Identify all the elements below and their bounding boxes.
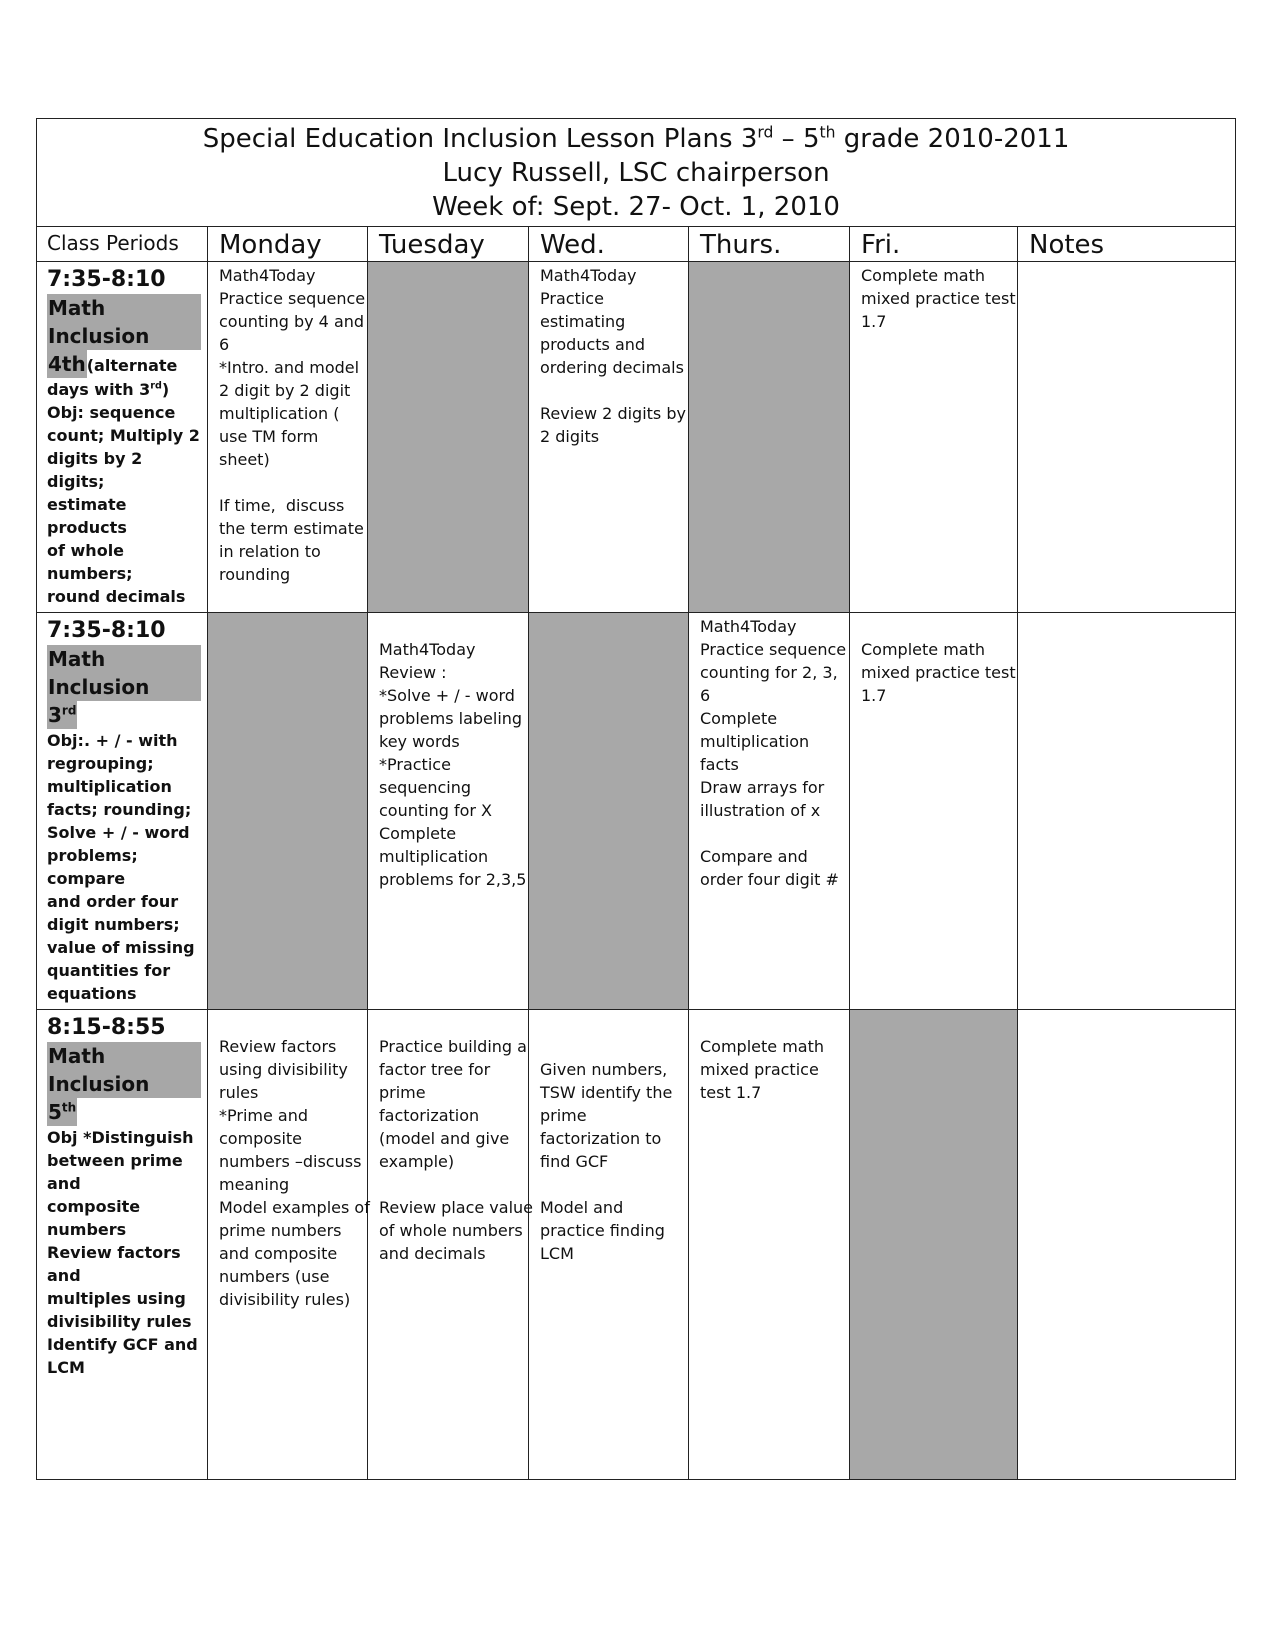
- lesson-line: [540, 379, 684, 402]
- lesson-line: multiplication: [700, 732, 810, 752]
- lesson-line: in relation to: [219, 542, 321, 562]
- notes-cell: [1018, 262, 1236, 613]
- period-objective: days with 3rd): [47, 380, 170, 400]
- column-header-friday: Fri.: [850, 227, 1018, 262]
- plan-title: Special Education Inclusion Lesson Plans 3rd – 5th grade 2010-2011: [202, 123, 1070, 154]
- plan-subtitle: Lucy Russell, LSC chairperson: [442, 158, 830, 188]
- table-row: [37, 613, 1236, 1010]
- lesson-line: mixed practice test: [861, 663, 1016, 683]
- lesson-line: 2 digits: [540, 427, 600, 447]
- lesson-line: 1.7: [861, 686, 887, 706]
- lesson-line: rules: [219, 1083, 259, 1103]
- lesson-line: *Intro. and model: [219, 358, 360, 378]
- lesson-line: find GCF: [540, 1152, 609, 1172]
- plan-week: Week of: Sept. 27- Oct. 1, 2010: [432, 192, 840, 222]
- period-objective-line: Review factors and: [47, 1243, 181, 1286]
- lesson-line: problems for 2,3,5: [379, 870, 527, 890]
- shaded-cell-monday: [208, 613, 368, 1010]
- shaded-cell-wednesday: [529, 613, 689, 1010]
- lesson-line: counting by 4 and: [219, 312, 365, 332]
- lesson-line: use TM form: [219, 427, 319, 447]
- lesson-line: Complete math: [861, 266, 985, 286]
- lesson-cell-wednesday: [529, 262, 689, 613]
- lesson-line: 1.7: [861, 312, 887, 332]
- lesson-line: prime: [540, 1106, 587, 1126]
- period-objective-line: multiplication: [47, 777, 172, 797]
- lesson-cell-friday: [850, 262, 1018, 613]
- column-header-wednesday: Wed.: [529, 227, 689, 262]
- lesson-cell-monday: [208, 262, 368, 613]
- lesson-line: problems labeling: [379, 709, 523, 729]
- shaded-cell-friday: [850, 1010, 1018, 1480]
- lesson-line: and composite: [219, 1244, 338, 1264]
- period-objective-line: count; Multiply 2: [47, 426, 200, 446]
- lesson-line: Review 2 digits by: [540, 404, 686, 424]
- period-time: 8:15-8:55: [47, 1015, 166, 1041]
- lesson-line: Math4Today: [700, 617, 797, 637]
- period-grade: 5th: [48, 1100, 77, 1125]
- shaded-cell-tuesday: [368, 262, 529, 613]
- lesson-line: Given numbers,: [540, 1060, 668, 1080]
- lesson-line: If time, discuss: [219, 496, 345, 516]
- period-objective-line: estimate products: [47, 495, 127, 538]
- period-note: (alternate: [86, 356, 178, 376]
- lesson-line: sequencing: [379, 778, 471, 798]
- lesson-line: Model examples of: [219, 1198, 370, 1218]
- period-objective-line: Obj *Distinguish: [47, 1128, 194, 1148]
- period-name: Math Inclusion: [47, 645, 201, 701]
- lesson-plan-table: [36, 118, 1236, 1480]
- lesson-cell-thursday: [689, 613, 850, 1010]
- lesson-cell-monday: [208, 1010, 368, 1480]
- period-objective-line: problems; compare: [47, 846, 138, 889]
- period-objective-line: Obj: sequence: [47, 403, 176, 423]
- period-objective-line: digit numbers;: [47, 915, 180, 935]
- lesson-line: 6: [700, 686, 711, 706]
- lesson-line: Complete math: [861, 640, 985, 660]
- lesson-line: [540, 1173, 684, 1196]
- lesson-line: [700, 822, 845, 845]
- lesson-line: 2 digit by 2 digit: [219, 381, 351, 401]
- lesson-line: factor tree for: [379, 1060, 491, 1080]
- period-objective-line: multiples using: [47, 1289, 186, 1309]
- lesson-line: prime: [379, 1083, 426, 1103]
- table-row: [37, 1010, 1236, 1480]
- notes-cell: [1018, 613, 1236, 1010]
- period-objective-line: regrouping;: [47, 754, 154, 774]
- period-objective-line: and order four: [47, 892, 179, 912]
- lesson-line: Practice building a: [379, 1037, 527, 1057]
- lesson-line: multiplication (: [219, 404, 340, 424]
- lesson-line: test 1.7: [700, 1083, 762, 1103]
- column-header-notes: Notes: [1018, 227, 1236, 262]
- lesson-line: factorization to: [540, 1129, 662, 1149]
- lesson-line: using divisibility: [219, 1060, 348, 1080]
- column-header-thursday: Thurs.: [689, 227, 850, 262]
- lesson-line: Practice: [540, 289, 604, 309]
- lesson-cell-friday: [850, 613, 1018, 1010]
- lesson-line: mixed practice: [700, 1060, 819, 1080]
- period-objective-line: of whole numbers;: [47, 541, 133, 584]
- lesson-line: *Practice: [379, 755, 451, 775]
- column-header-tuesday: Tuesday: [368, 227, 529, 262]
- period-objective-line: equations: [47, 984, 137, 1004]
- period-objective-line: round decimals: [47, 587, 186, 607]
- lesson-cell-wednesday: [529, 1010, 689, 1480]
- period-objective-line: facts; rounding;: [47, 800, 192, 820]
- lesson-line: Math4Today: [379, 640, 476, 660]
- notes-cell: [1018, 1010, 1236, 1480]
- period-time: 7:35-8:10: [47, 267, 166, 293]
- lesson-line: numbers –discuss: [219, 1152, 362, 1172]
- lesson-line: [219, 471, 363, 494]
- lesson-line: practice finding: [540, 1221, 665, 1241]
- column-header-monday: Monday: [208, 227, 368, 262]
- lesson-line: meaning: [219, 1175, 290, 1195]
- column-header-periods: Class Periods: [37, 227, 208, 262]
- lesson-line: rounding: [219, 565, 291, 585]
- lesson-line: divisibility rules): [219, 1290, 351, 1310]
- lesson-line: [379, 1173, 524, 1196]
- period-grade: 3rd: [48, 703, 77, 728]
- lesson-line: illustration of x: [700, 801, 821, 821]
- lesson-line: Practice sequence: [700, 640, 847, 660]
- lesson-line: *Solve + / - word: [379, 686, 515, 706]
- period-objective-line: quantities for: [47, 961, 171, 981]
- plan-title-block: [37, 119, 1236, 227]
- lesson-line: Complete math: [700, 1037, 824, 1057]
- lesson-line: prime numbers: [219, 1221, 342, 1241]
- lesson-cell-thursday: [689, 1010, 850, 1480]
- lesson-line: Review factors: [219, 1037, 337, 1057]
- lesson-line: ordering decimals: [540, 358, 684, 378]
- period-name: Math Inclusion: [47, 294, 201, 350]
- lesson-line: numbers (use: [219, 1267, 330, 1287]
- period-cell: [37, 1010, 208, 1480]
- lesson-line: and decimals: [379, 1244, 486, 1264]
- period-objective-line: LCM: [47, 1358, 85, 1378]
- shaded-cell-thursday: [689, 262, 850, 613]
- lesson-cell-tuesday: [368, 1010, 534, 1480]
- lesson-line: example): [379, 1152, 455, 1172]
- lesson-line: Draw arrays for: [700, 778, 825, 798]
- lesson-line: Math4Today: [219, 266, 316, 286]
- period-objective-line: Solve + / - word: [47, 823, 190, 843]
- lesson-line: composite: [219, 1129, 303, 1149]
- lesson-line: order four digit #: [700, 870, 839, 890]
- lesson-line: estimating: [540, 312, 626, 332]
- lesson-cell-tuesday: [368, 613, 529, 1010]
- lesson-line: (model and give: [379, 1129, 510, 1149]
- lesson-line: counting for X: [379, 801, 493, 821]
- period-cell: [37, 262, 208, 613]
- period-objective-line: digits by 2 digits;: [47, 449, 143, 492]
- lesson-line: TSW identify the: [540, 1083, 673, 1103]
- lesson-line: of whole numbers: [379, 1221, 523, 1241]
- period-objective-line: Identify GCF and: [47, 1335, 198, 1355]
- lesson-line: products and: [540, 335, 646, 355]
- period-grade: 4th: [48, 352, 86, 377]
- period-objective-line: value of missing: [47, 938, 195, 958]
- lesson-line: factorization: [379, 1106, 480, 1126]
- lesson-line: Model and: [540, 1198, 624, 1218]
- table-row: [37, 262, 1236, 613]
- lesson-line: counting for 2, 3,: [700, 663, 838, 683]
- lesson-line: key words: [379, 732, 460, 752]
- period-name: Math Inclusion: [47, 1042, 201, 1098]
- lesson-line: Review :: [379, 663, 447, 683]
- lesson-line: Math4Today: [540, 266, 637, 286]
- lesson-line: sheet): [219, 450, 270, 470]
- lesson-line: Review place value: [379, 1198, 534, 1218]
- lesson-line: Complete: [700, 709, 778, 729]
- lesson-line: mixed practice test: [861, 289, 1016, 309]
- period-objective-line: Obj:. + / - with: [47, 731, 178, 751]
- lesson-line: LCM: [540, 1244, 574, 1264]
- lesson-line: Practice sequence: [219, 289, 366, 309]
- lesson-line: multiplication: [379, 847, 489, 867]
- lesson-line: Complete: [379, 824, 457, 844]
- lesson-line: 6: [219, 335, 230, 355]
- lesson-line: *Prime and: [219, 1106, 309, 1126]
- period-objective-line: between prime and: [47, 1151, 183, 1194]
- lesson-line: Compare and: [700, 847, 808, 867]
- lesson-line: facts: [700, 755, 739, 775]
- period-cell: [37, 613, 208, 1010]
- period-objective-line: composite numbers: [47, 1197, 141, 1240]
- lesson-line: the term estimate: [219, 519, 364, 539]
- period-objective-line: divisibility rules: [47, 1312, 192, 1332]
- period-time: 7:35-8:10: [47, 618, 166, 644]
